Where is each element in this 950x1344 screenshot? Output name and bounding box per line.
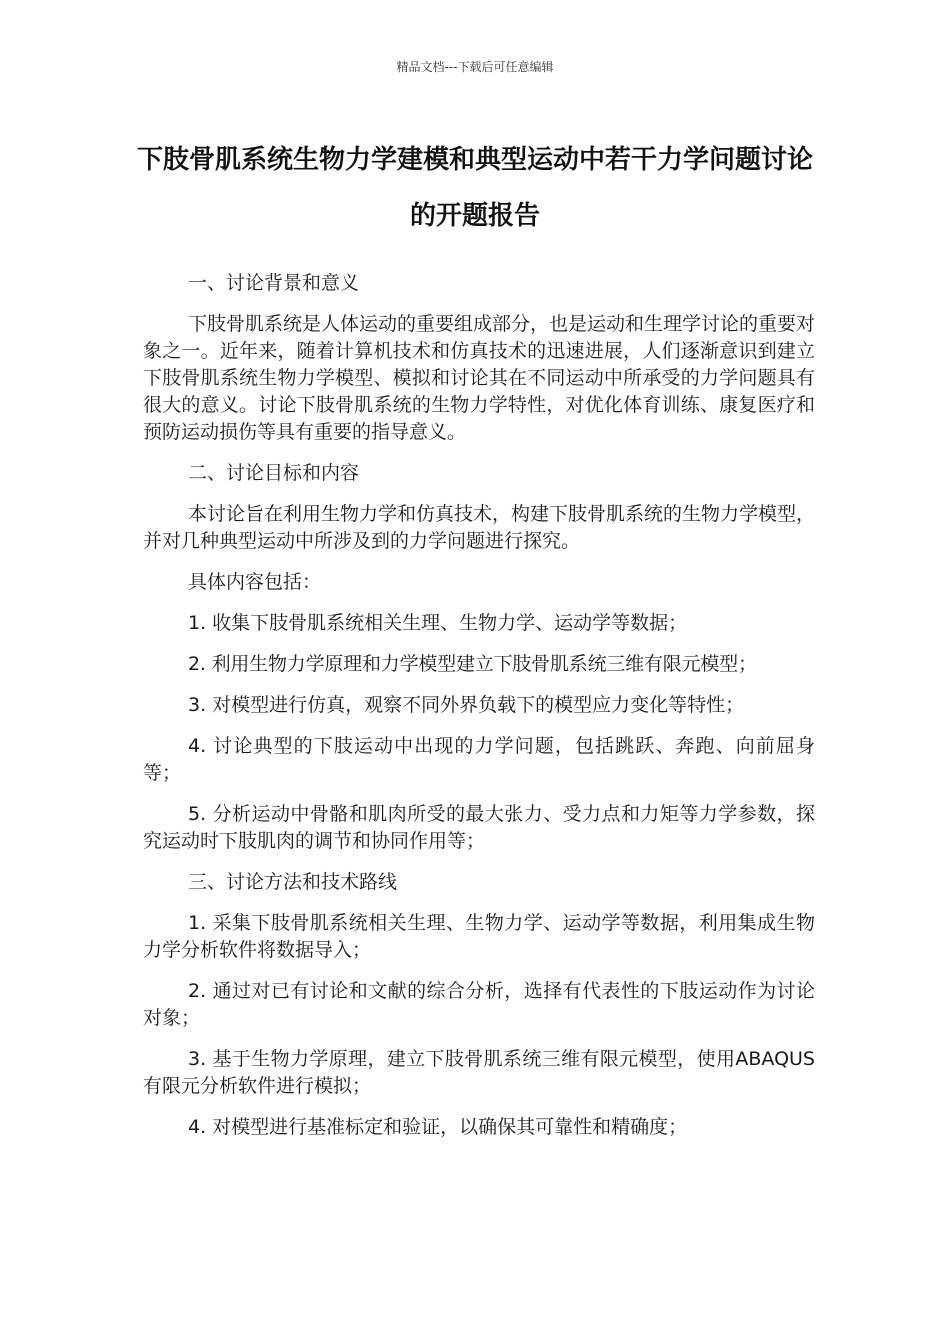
list-item-method: 4. 对模型进行基准标定和验证，以确保其可靠性和精确度； [188,1116,688,1138]
list-item-content: 4. 讨论典型的下肢运动中出现的力学问题，包括跳跃、奔跑、向前屈身等； [143,735,815,784]
list-item-content: 2. 利用生物力学原理和力学模型建立下肢骨肌系统三维有限元模型； [188,653,757,675]
list-item-method: 1. 采集下肢骨肌系统相关生理、生物力学、运动学等数据，利用集成生物力学分析软件将数据导入； [143,912,815,961]
list-item-content: 3. 对模型进行仿真，观察不同外界负载下的模型应力变化等特性； [188,694,745,716]
section-heading-goals: 二、讨论目标和内容 [188,462,360,484]
paragraph-goals: 本讨论旨在利用生物力学和仿真技术，构建下肢骨肌系统的生物力学模型，并对几种典型运动中所涉及到的力学问题进行探究。 [143,503,816,552]
section-heading-background: 一、讨论背景和意义 [188,272,360,294]
document-body [143,270,815,1155]
list-item-content: 5. 分析运动中骨骼和肌肉所受的最大张力、受力点和力矩等力学参数，探究运动时下肢肌肉的调节和协同作用等； [143,803,815,852]
header-note: 精品文档---下载后可任意编辑 [396,60,554,74]
paragraph-background: 下肢骨肌系统是人体运动的重要组成部分，也是运动和生理学讨论的重要对象之一。近年来，随着计算机技术和仿真技术的迅速进展，人们逐渐意识到建立下肢骨肌系统生物力学模型、模拟和讨论其在不同运动中所承受的力学问题具有很大的意义。讨论下肢骨肌系统的生物力学特性，对优化体育训练、康复医疗和预防运动损伤等具有重要的指导意义。 [143,313,816,443]
list-item-method: 2. 通过对已有讨论和文献的综合分析，选择有代表性的下肢运动作为讨论对象； [143,980,815,1029]
paragraph-content-intro: 具体内容包括： [188,571,322,593]
section-heading-methods: 三、讨论方法和技术路线 [188,871,398,893]
page-title: 下肢骨肌系统生物力学建模和典型运动中若干力学问题讨论的开题报告 [136,145,813,231]
list-item-content: 1. 收集下肢骨肌系统相关生理、生物力学、运动学等数据； [188,612,688,634]
list-item-method: 3. 基于生物力学原理，建立下肢骨肌系统三维有限元模型，使用ABAQUS 有限元分析软件进行模拟； [143,1048,815,1097]
